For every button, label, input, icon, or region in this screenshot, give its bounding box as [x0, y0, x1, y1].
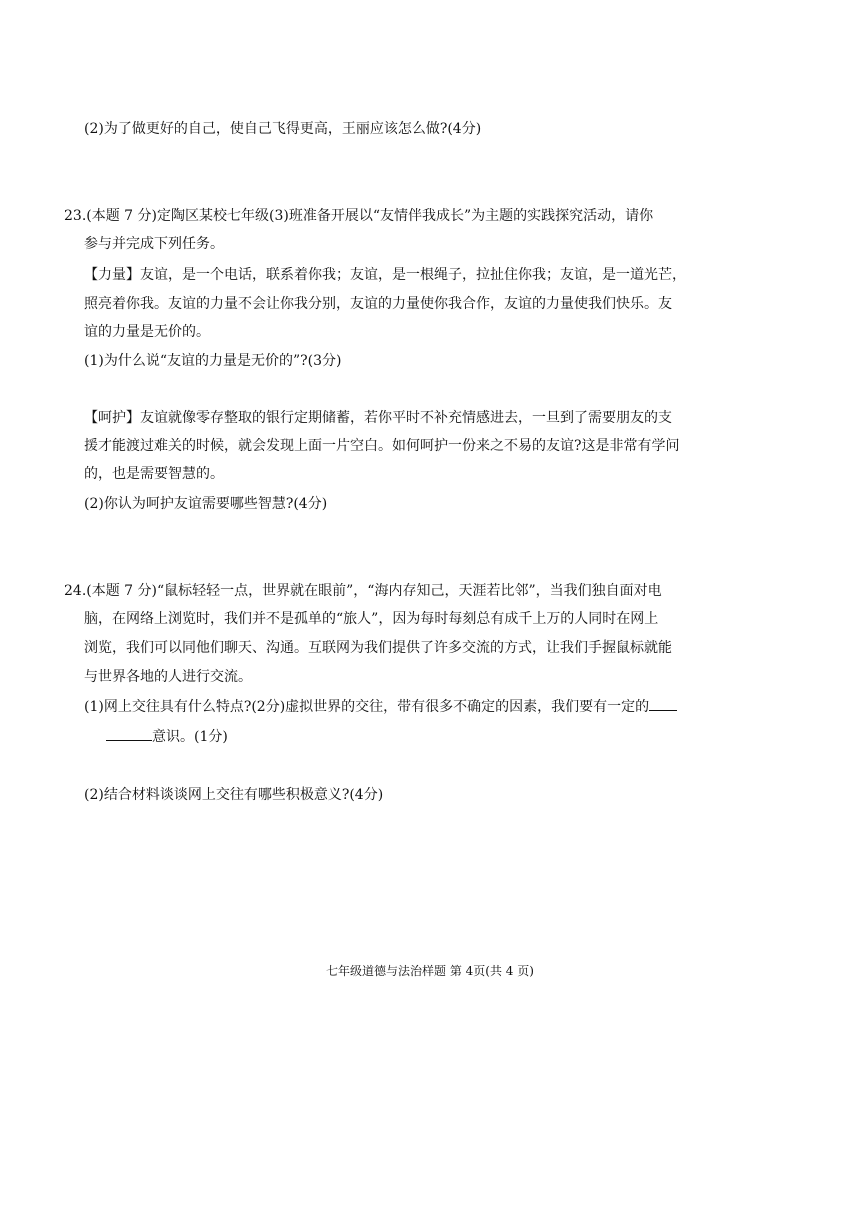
q24-header: 24.(本题 7 分)“鼠标轻轻一点，世界就在眼前”，“海内存知己，天涯若比邻”，当我们独自面对电 [64, 583, 662, 599]
q24-line2: 脑，在网络上浏览时，我们并不是孤单的“旅人”，因为每时每刻总有成千上万的人同时在网上 [84, 611, 659, 627]
q23-sub2: (2)你认为呵护友谊需要哪些智慧?(4分) [84, 496, 328, 512]
q23-power-line3: 谊的力量是无价的。 [84, 324, 210, 340]
q24-sub1-line2 [106, 726, 228, 747]
q22-sub2: (2)为了做更好的自己，使自己飞得更高，王丽应该怎么做?(4分) [84, 121, 482, 137]
q24-sub1-line1 [84, 696, 677, 717]
q24-sub1-text: (1)网上交往具有什么特点?(2分)虚拟世界的交往，带有很多不确定的因素，我们要有一定的 [84, 699, 650, 715]
q23-header: 23.(本题 7 分)定陶区某校七年级(3)班准备开展以“友情伴我成长”为主题的实践探究活动，请你 [64, 208, 654, 224]
q23-care-line2: 援才能渡过难关的时候，就会发现上面一片空白。如何呵护一份来之不易的友谊?这是非常有学问 [84, 438, 680, 454]
q23-care-line3: 的，也是需要智慧的。 [84, 466, 224, 482]
q24-sub2: (2)结合材料谈谈网上交往有哪些积极意义?(4分) [84, 787, 384, 803]
q23-power-line2: 照亮着你我。友谊的力量不会让你我分别，友谊的力量使你我合作，友谊的力量使我们快乐。友 [84, 296, 672, 312]
q23-sub1: (1)为什么说“友谊的力量是无价的”?(3分) [84, 353, 342, 369]
q24-sub1-text-cont: 意识。(1分) [152, 729, 228, 745]
q23-header-cont: 参与并完成下列任务。 [84, 236, 224, 252]
q23-power-line1: 【力量】友谊，是一个电话，联系着你我；友谊，是一根绳子，拉扯住你我；友谊，是一道光芒， [84, 267, 686, 283]
answer-blank-2[interactable] [106, 726, 152, 741]
answer-blank-1[interactable] [649, 696, 677, 711]
page-footer: 七年级道德与法治样题 第 4页(共 4 页) [326, 964, 534, 978]
q23-care-line1: 【呵护】友谊就像零存整取的银行定期储蓄，若你平时不补充情感进去，一旦到了需要朋友的支 [84, 410, 672, 426]
q24-line4: 与世界各地的人进行交流。 [84, 669, 252, 685]
q24-line3: 浏览，我们可以同他们聊天、沟通。互联网为我们提供了许多交流的方式，让我们手握鼠标就能 [84, 640, 672, 656]
